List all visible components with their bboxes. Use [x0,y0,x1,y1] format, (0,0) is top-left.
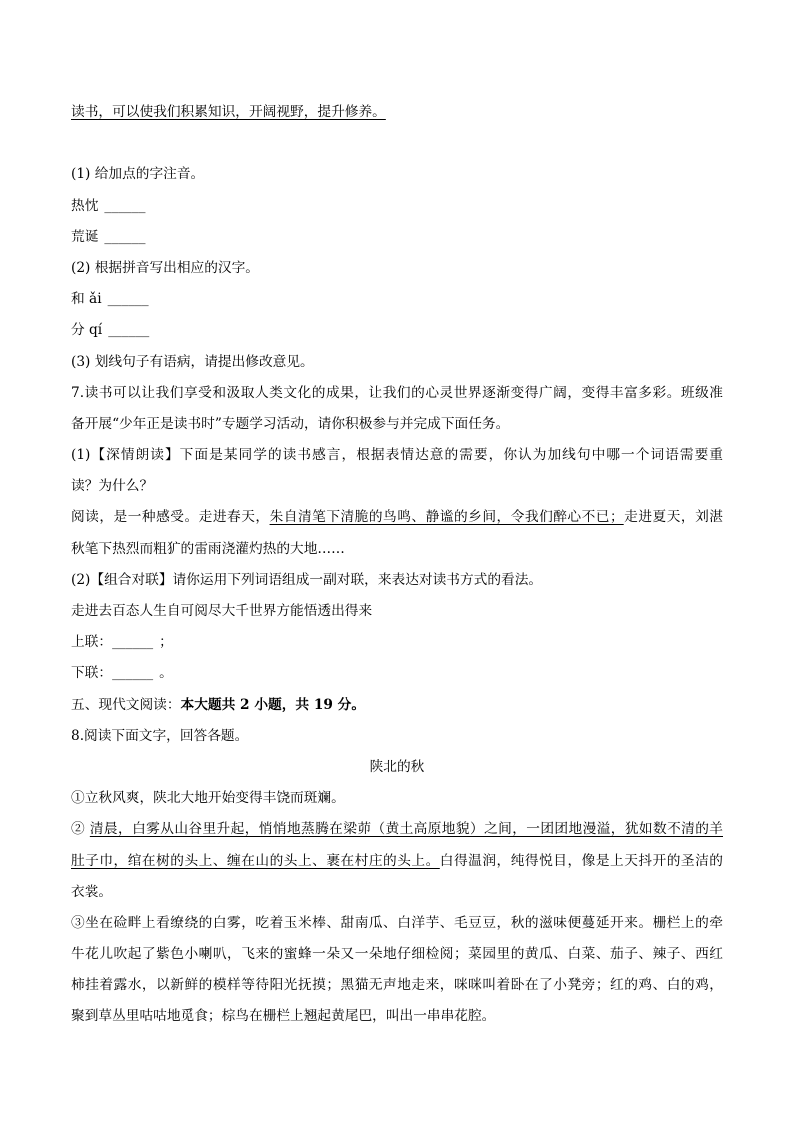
section-heading [71,690,723,721]
passage-para3-line: ③坐在硷畔上看缭绕的白雾，吃着玉米棒、甜南瓜、白洋芋、毛豆豆，秋的滋味便蔓延开来。栅栏上的牵 [71,914,723,931]
answer-blank: ______ [112,665,154,682]
passage-para2-line: 衣裳。 [71,883,113,900]
passage-para2-line [71,814,723,845]
q7-part1-line: 读？为什么？ [71,478,154,495]
item-word: 分 qí [71,322,103,339]
q6-part2-item [71,315,723,346]
passage-para3-line: 柿挂着露水，以新鲜的模样等待阳光抚摸；黑猫无声地走来，咪咪叫着卧在了小凳旁；红的鸡、白的鸡， [71,977,723,994]
q8-prompt: 8.阅读下面文字，回答各题。 [71,727,249,744]
intro-sentence: 读书，可以使我们积累知识，开阔视野，提升修养。 [71,104,386,120]
item-word: 和 ǎi [71,291,102,308]
page-content [71,97,723,1033]
underlined-sentence: 肚子巾，绾在树的头上、缠在山的头上、裹在村庄的头上。 [71,852,440,869]
underlined-sentence: 清晨，白雾从山谷里升起，悄悄地蒸腾在梁茆（黄土高原地貌）之间，一团团地漫溢，犹如数不清的羊 [89,821,723,838]
intro-sentence-line [71,97,723,128]
q7-quote-line [71,502,723,533]
section-heading-score: 本大题共 2 小题，共 19 分。 [180,696,366,713]
q7-stem-line: 7.读书可以让我们享受和汲取人类文化的成果，让我们的心灵世界逐渐变得广阔，变得丰富多彩。班级准 [71,384,723,401]
item-word: 荒诞 [71,228,99,245]
couplet-line [71,627,723,658]
q7-word-bank: 走进去百态人生自可阅尽大千世界方能悟透出得来 [71,603,373,619]
answer-blank: ______ [104,197,146,214]
q6-part1-item [71,191,723,222]
item-word: 热忱 [71,197,99,214]
q6-part3-prompt: (3) 划线句子有语病，请提出修改意见。 [71,353,314,370]
passage-title: 陕北的秋 [369,758,425,775]
quote-underlined-sentence: 朱自清笔下清脆的鸟鸣、静谧的乡间，令我们醉心不已； [269,509,624,526]
passage-para1: ①立秋风爽，陕北大地开始变得丰饶而斑斓。 [71,790,345,807]
couplet-end: 。 [159,665,173,682]
q7-part2-prompt: (2)【组合对联】请你运用下列词语组成一副对联，来表达对读书方式的看法。 [71,571,543,588]
q6-part2-item [71,284,723,315]
blank-line [71,128,723,159]
q7-part1-line: (1)【深情朗读】下面是某同学的读书感言，根据表情达意的需要，你认为加线句中哪一个词语需要重 [71,447,723,464]
para-number: ② [71,821,86,838]
couplet-label: 上联： [71,634,113,651]
q7-stem-line: 备开展“少年正是读书时”专题学习活动，请你积极参与并完成下面任务。 [71,415,510,432]
couplet-end: ； [159,634,173,651]
passage-para3-line: 聚到草丛里咕咕地觅食；棕鸟在栅栏上翘起黄尾巴，叫出一串串花腔。 [71,1008,496,1025]
quote-text: 阅读，是一种感受。走进春天， [71,509,270,526]
section-heading-title: 五、现代文阅读： [71,696,181,713]
q6-part1-item [71,222,723,253]
q6-part2-prompt: (2) 根据拼音写出相应的汉字。 [71,259,259,276]
answer-blank: ______ [108,322,150,339]
couplet-line [71,658,723,689]
couplet-label: 下联： [71,665,113,682]
q7-quote-line: 秋笔下热烈而粗犷的雷雨浇灌灼热的大地…… [71,540,345,557]
passage-para3-line: 牛花儿吹起了紫色小喇叭，飞来的蜜蜂一朵又一朵地仔细检阅；菜园里的黄瓜、白菜、茄子、辣子、西红 [71,946,723,963]
answer-blank: ______ [104,228,146,245]
q6-part1-prompt: (1) 给加点的字注音。 [71,166,205,183]
quote-text: 走进夏天，刘湛 [623,509,723,526]
para-text: 白得温润，纯得悦目，像是上天抖开的圣洁的 [439,852,723,869]
passage-para2-line [71,846,723,877]
answer-blank: ______ [107,291,149,308]
answer-blank: ______ [112,634,154,651]
